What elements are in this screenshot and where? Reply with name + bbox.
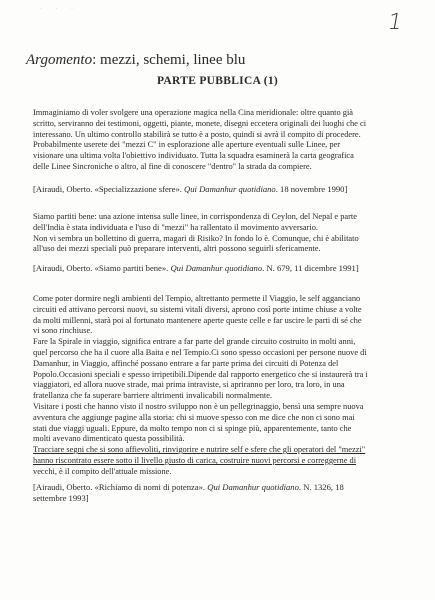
text-line: all'uso dei mezzi speciali può preparare interventi, altri possono seguirli sfericamente. xyxy=(33,244,321,254)
paragraph-3 xyxy=(33,294,405,478)
text-line: Non vi sembra un bollettino di guerra, magari di Risiko? In fondo lo è. Comunque, chi è abilitato xyxy=(33,233,359,243)
text-line: dell'India è stata individuata e l'uso di "mezzi" ha rallentato il movimento avversario. xyxy=(33,222,318,232)
scan-specks: · · · xyxy=(40,6,79,12)
text-line: vecchi, è il compito dell'attuale missione. xyxy=(33,466,172,476)
paragraph-2 xyxy=(33,212,405,255)
text-line: Visitare i posti che hanno visto il nostro sviluppo non è un pellegrinaggio, bensì una sempre nuova xyxy=(33,401,364,411)
text-line: Damanhur, in Viaggio, affinché possano entrare a far parte prima dei circuiti di Potenza del xyxy=(33,358,339,368)
text-line: molti avevano dimenticato questa possibilità. xyxy=(33,434,185,444)
text-line: Fare la Spirale in viaggio, significa entrare a far parte del grande circuito costruito in molti anni, xyxy=(33,337,356,347)
citation-suffix: . 18 novembre 1990] xyxy=(275,184,348,194)
citation-prefix: [Airaudi, Oberto. «Siamo partiti bene». xyxy=(33,263,171,273)
text-line: Probabilmente userete dei "mezzi C" in esplorazione alle aperture eventuali sulle Linee, per xyxy=(33,140,341,150)
text-line: scritto, serviranno dei testimoni, oggetti, piante, monete, disegni eccetera originali dei luoghi che ci xyxy=(33,118,367,128)
paragraph-1 xyxy=(33,108,405,173)
citation-3 xyxy=(33,482,413,504)
page-title xyxy=(26,52,406,69)
text-line: Come poter dormire negli ambienti del Tempio, altrettanto permette il Viaggio, le self agganciano xyxy=(33,294,361,303)
text-line: Siamo partiti bene: una azione intensa sulle linee, in corrispondenza di Ceylon, del Nepal e parte xyxy=(33,212,357,221)
page-number: 1 xyxy=(385,10,405,35)
text-line: interessano. Un ultimo controllo stabilirà se tutto è a posto, quindi si avrà il compito di procedere. xyxy=(33,129,361,139)
citation-2 xyxy=(33,263,413,274)
citation-prefix: [Airaudi, Oberto. «Specializzazione sfere». xyxy=(33,184,185,194)
text-line: vi sono rinchiuse. xyxy=(33,326,93,336)
citation-line2: settembre 1993] xyxy=(33,493,89,503)
underlined-line: Tracciare segni che si sono affievoliti, rinvigorire e nutrire self e sfere che gli operatori del "mezzi" xyxy=(33,445,366,455)
title-italic: Argomento xyxy=(26,52,93,68)
text-line: Popolo.Occasioni speciali e spesso irripetibili.Dipende dal rapporto energetico che si instaurerà tra i xyxy=(33,369,368,379)
text-line: visionare una ultima volta l'obiettivo individuato. Tutta la squadra esaminerà la carta geografica xyxy=(33,151,354,161)
citation-source: Qui Damanhur quotidiano xyxy=(170,263,263,273)
text-line: delle Linee Sincroniche o altro, al fine di conoscere "dentro" la strada da compiere. xyxy=(33,161,312,171)
text-line: stati due viaggi uguali. Eppure, da molto tempo non ci si spinge più, apparentemente, tanto che xyxy=(33,423,352,433)
citation-source: Qui Damanhur quotidiano xyxy=(207,482,299,492)
citation-1 xyxy=(33,184,413,195)
citation-suffix: . N. 679, 11 dicembre 1991] xyxy=(262,263,359,273)
text-line: Immaginiamo di voler svolgere una operazione magica nella Cina meridionale: oltre quanto già xyxy=(33,108,354,117)
text-line: viaggiatori, ed allora nuove strade, mai prima intraviste, si apriranno per loro, tra loro, in una xyxy=(33,380,345,390)
citation-prefix: [Airaudi, Oberto. «Richiamo di nomi di potenza». xyxy=(33,482,208,492)
text-line: quel percorso che ha il cuore alla Baita e nel Tempio.Ci sono spesso occasioni per persone nuove di xyxy=(33,347,367,357)
citation-suffix: . N. 1326, 18 xyxy=(298,482,344,492)
underlined-line: hanno riscontrato essere sotto il livello giusto di carica, costruire nuovi percorsi e correggerne di xyxy=(33,455,357,465)
text-line: da molti millenni, starà poi al fortunato mantenere aperte queste celle e far uscire le parti di sé che xyxy=(33,315,362,325)
title-rest: : mezzi, schemi, linee blu xyxy=(92,52,246,68)
text-line: avventura che aggiunge pagine alla storia: chi si muove spesso con me dice che non ci sono mai xyxy=(33,412,355,422)
section-subtitle: PARTE PUBBLICA (1) xyxy=(156,75,279,87)
text-line: circuiti ed attivano percorsi nuovi, su sistemi vitali diversi, aprono così porte intime chiuse a volte xyxy=(33,304,362,314)
text-line: fratellanza che fa superare barriere altrimenti invalicabili normalmente. xyxy=(33,391,273,401)
citation-source: Qui Damanhur quotidiano xyxy=(184,184,276,194)
